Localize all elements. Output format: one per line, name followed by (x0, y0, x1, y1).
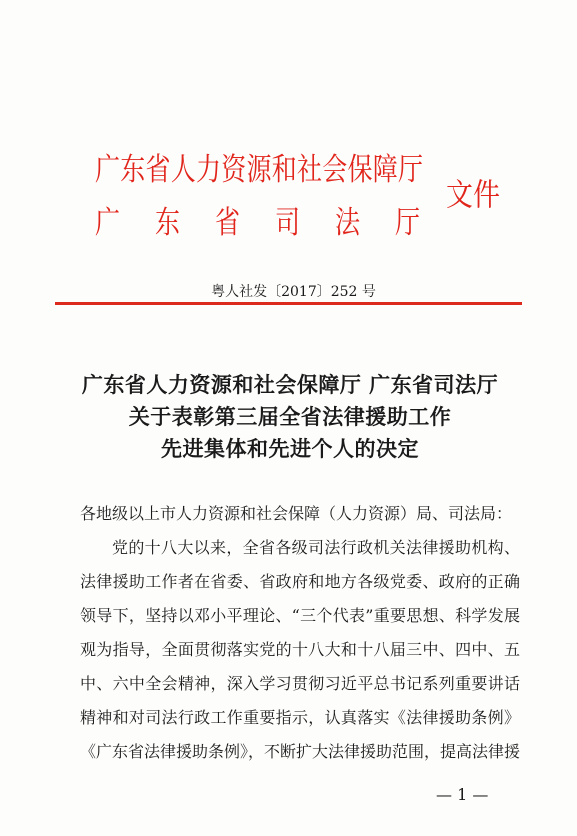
document-body (80, 497, 520, 769)
body-line: 观为指导，全面贯彻落实党的十八大和十八届三中、四中、五 (80, 640, 520, 659)
issuer-name-hrss: 广东省人力资源和社会保障厅 (95, 151, 423, 188)
body-line: 法律援助工作者在省委、省政府和地方各级党委、政府的正确 (80, 572, 520, 591)
document-title (40, 369, 540, 465)
body-line: 中、六中全会精神，深入学习贯彻习近平总书记系列重要讲话 (80, 674, 520, 693)
red-divider-line (55, 302, 522, 305)
body-line: 领导下，坚持以邓小平理论、“三个代表”重要思想、科学发展 (80, 606, 520, 625)
document-number: 粤人社发〔2017〕252 号 (211, 284, 376, 300)
document-suffix: 文件 (446, 178, 500, 214)
body-line: 《广东省法律援助条例》，不断扩大法律援助范围，提高法律援 (80, 742, 520, 761)
salutation: 各地级以上市人力资源和社会保障（人力资源）局、司法局： (80, 504, 513, 523)
title-line: 先进集体和先进个人的决定 (161, 436, 419, 461)
page-number: — 1 — (436, 785, 489, 804)
title-line: 关于表彰第三届全省法律援助工作 (128, 404, 452, 429)
body-line: 党的十八大以来，全省各级司法行政机关法律援助机构、 (112, 538, 520, 557)
body-line: 精神和对司法行政工作重要指示，认真落实《法律援助条例》 (80, 708, 520, 727)
title-line: 广东省人力资源和社会保障厅 广东省司法厅 (81, 372, 499, 397)
issuer-name-justice: 广东省司法厅 (95, 204, 456, 241)
